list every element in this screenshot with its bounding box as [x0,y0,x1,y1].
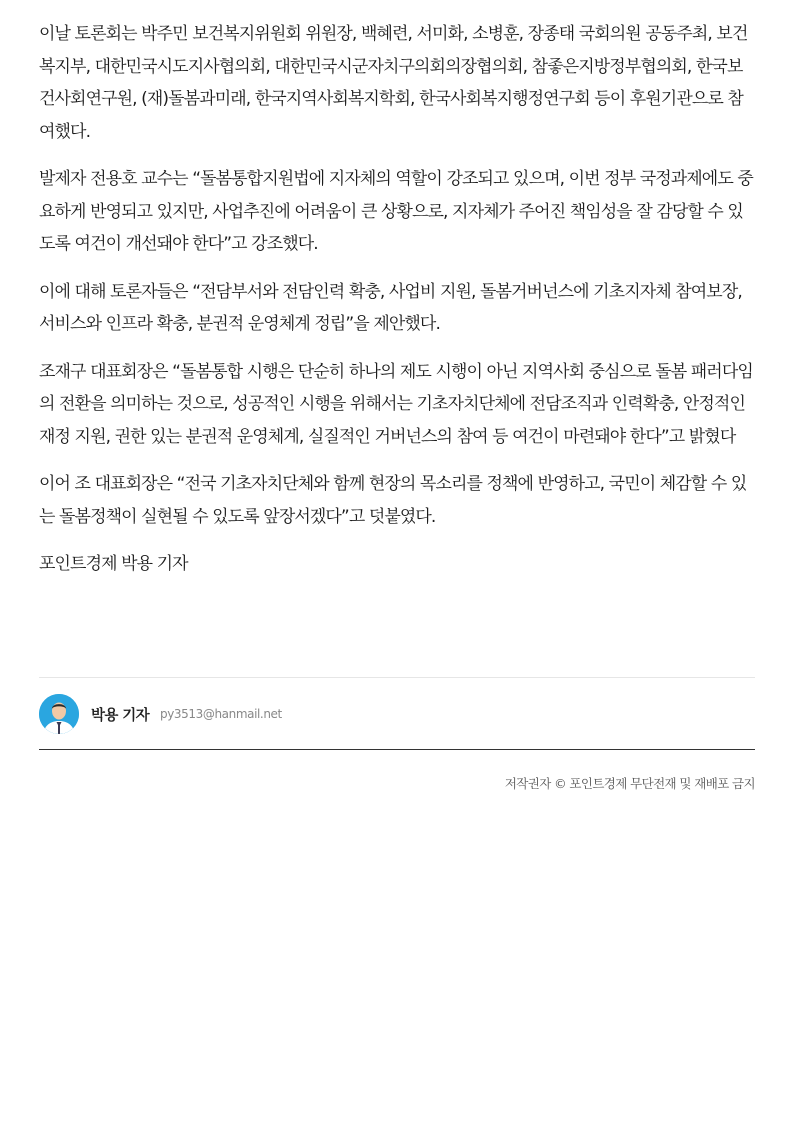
reporter-avatar[interactable] [39,694,79,734]
article-byline: 포인트경제 박용 기자 [39,554,188,574]
article-paragraph: 이어 조 대표회장은 “전국 기초자치단체와 함께 현장의 목소리를 정책에 반영하고, 국민이 체감할 수 있는 돌봄정책이 실현될 수 있도록 앞장서겠다”고 덧붙였다. [39,474,747,527]
reporter-info [39,677,755,750]
article-paragraph: 이에 대해 토론자들은 “전담부서와 전담인력 확충, 사업비 지원, 돌봄거버넌스에 기초지자체 참여보장, 서비스와 인프라 확충, 분권적 운영체계 정립”을 제안했다. [39,281,742,334]
article-body [39,18,755,596]
reporter-photo-icon [39,694,79,734]
article-paragraph: 조재구 대표회장은 “돌봄통합 시행은 단순히 하나의 제도 시행이 아닌 지역사회 중심으로 돌봄 패러다임의 전환을 의미하는 것으로, 성공적인 시행을 위해서는 기초자치단체에 전담조직과 인력확충, 안정적인 재정 지원, 권한 있는 분권적 운영체계, 실질적인 거버넌스의 참여 등 여건이 마련돼야 한다”고 밝혔다 [39,361,753,447]
copyright-notice: 저작권자 © 포인트경제 무단전재 및 재배포 금지 [504,776,755,791]
article-paragraph: 발제자 전용호 교수는 “돌봄통합지원법에 지자체의 역할이 강조되고 있으며, 이번 정부 국정과제에도 중요하게 반영되고 있지만, 사업추진에 어려움이 큰 상황으로, 지자체가 주어진 책임성을 잘 감당할 수 있도록 여건이 개선돼야 한다”고 강조했다. [39,169,753,254]
reporter-email-link[interactable]: py3513@hanmail.net [160,707,282,721]
article-paragraph: 이날 토론회는 박주민 보건복지위원회 위원장, 백혜련, 서미화, 소병훈, 장종태 국회의원 공동주최, 보건복지부, 대한민국시도지사협의회, 대한민국시군자치구의회의장협의회, 참좋은지방정부협의회, 한국보건사회연구원, (재)돌봄과미래, 한국지역사회복지학회, 한국사회복지행정연구회 등이 후원기관으로 참여했다. [39,24,748,142]
reporter-name[interactable]: 박용 기자 [91,708,150,724]
